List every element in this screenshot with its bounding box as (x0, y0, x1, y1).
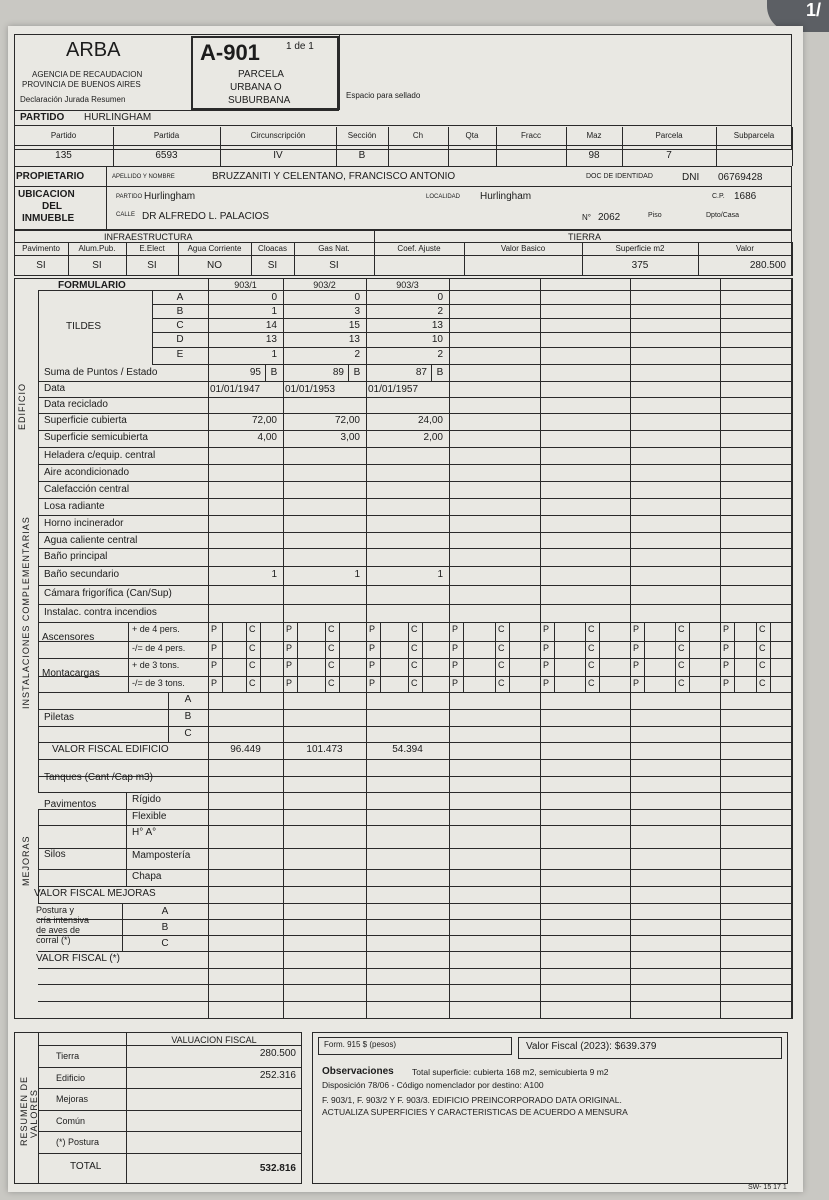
page-indicator-text: 1/ (805, 0, 821, 20)
pc-c-3-1: C (328, 678, 335, 688)
nomen-value-partida: 6593 (155, 150, 178, 161)
resumen-label-0: Tierra (56, 1051, 80, 1061)
pileta-letter-B: B (184, 711, 192, 722)
numero: 2062 (598, 212, 621, 223)
org-line-3: Declaración Jurada Resumen (20, 95, 126, 104)
inst-row-9: Instalac. contra incendios (44, 607, 157, 618)
postura-letter-B: B (161, 922, 169, 933)
nomen-value-sección: B (358, 150, 366, 161)
nomen-header-qta: Qta (465, 131, 479, 140)
inst-row-6: Baño principal (44, 551, 108, 562)
resumen-value-0: 280.500 (259, 1048, 296, 1059)
montacargas-label: Montacargas (42, 668, 100, 679)
pc-p-1-3: P (452, 643, 459, 653)
infra-value-3: NO (207, 260, 222, 271)
resumen-side-label-1: RESUMEN DE (19, 1075, 29, 1146)
valor-fiscal-edificio-label: VALOR FISCAL EDIFICIO (52, 744, 169, 755)
tilde-D-col1: 13 (348, 334, 360, 345)
mejoras-section-label: MEJORAS (21, 835, 31, 886)
tildes-label: TILDES (66, 321, 102, 332)
postura-line-3: de aves de (36, 925, 81, 935)
tilde-B-col0: 1 (271, 306, 277, 317)
seal-space: Espacio para sellado (346, 91, 421, 100)
pc-c-3-2: C (411, 678, 418, 688)
formulario-col-2: 903/3 (396, 280, 419, 290)
pc-c-3-4: C (588, 678, 595, 688)
form-code: A-901 (200, 40, 260, 65)
pc-p-1-2: P (369, 643, 376, 653)
pc-c-0-4: C (588, 624, 595, 634)
pc-c-2-2: C (411, 660, 418, 670)
valuacion-fiscal-header: VALUACION FISCAL (171, 1035, 257, 1045)
pc-c-2-6: C (759, 660, 766, 670)
silos-label: Silos (44, 849, 66, 860)
obs-title: Observaciones (322, 1066, 394, 1077)
pc-c-3-5: C (678, 678, 685, 688)
valor-fiscal-postura-label: VALOR FISCAL (*) (36, 953, 120, 964)
tierra-header-0: Coef. Ajuste (397, 244, 441, 253)
pc-p-1-5: P (633, 643, 640, 653)
pc-p-1-1: P (286, 643, 293, 653)
pc-c-2-1: C (328, 660, 335, 670)
resumen-label-4: (*) Postura (56, 1137, 100, 1147)
tilde-E-col0: 1 (271, 349, 277, 360)
postura-line-1: Postura y (36, 905, 75, 915)
tilde-letter-A: A (176, 292, 184, 303)
suma-est-col1: B (353, 367, 361, 378)
calle-label: CALLE (116, 212, 136, 218)
tierra-header-1: Valor Basico (500, 244, 546, 253)
pav-type-1: Flexible (132, 811, 167, 822)
nomen-header-sección: Sección (347, 131, 377, 140)
pc-p-0-5: P (633, 624, 640, 634)
tierra-header-2: Superficie m2 (615, 244, 665, 253)
tilde-E-col2: 2 (437, 349, 443, 360)
tilde-letter-B: B (176, 306, 184, 317)
inst-row-2: Calefacción central (44, 484, 130, 495)
tilde-A-col0: 0 (271, 292, 277, 303)
suma-est-col0: B (270, 367, 278, 378)
nomen-header-parcela: Parcela (655, 131, 683, 140)
pc-c-3-0: C (249, 678, 256, 688)
org-line-1: AGENCIA DE RECAUDACION (32, 70, 143, 79)
nomen-header-partida: Partida (153, 131, 180, 140)
vfe-col2: 54.394 (392, 744, 423, 755)
pc-c-3-6: C (759, 678, 766, 688)
pc-c-0-3: C (498, 624, 505, 634)
sheet-number: 1 de 1 (286, 41, 314, 52)
resumen-side-label-2: VALORES (29, 1089, 39, 1138)
piletas-label: Piletas (44, 712, 75, 723)
dpto-label: Dpto/Casa (706, 212, 740, 219)
resumen-label-3: Común (56, 1116, 86, 1126)
semicubierta-col1: 3,00 (340, 432, 360, 443)
asc-row-0: + de 4 pers. (132, 624, 180, 634)
semicubierta-label: Superficie semicubierta (44, 432, 148, 443)
nomen-header-maz: Maz (586, 131, 602, 140)
ub-partido: Hurlingham (144, 191, 196, 202)
pc-p-3-5: P (633, 678, 640, 688)
numero-label: N° (582, 213, 591, 222)
vfe-col0: 96.449 (230, 744, 261, 755)
vfe-col1: 101.473 (306, 744, 343, 755)
tierra-header-3: Valor (735, 244, 755, 253)
obs-line-1: Total superficie: cubierta 168 m2, semicubierta 9 m2 (412, 1067, 609, 1077)
calle: DR ALFREDO L. PALACIOS (142, 211, 270, 222)
nomen-value-parcela: 7 (666, 150, 672, 161)
infra-value-0: SI (36, 260, 46, 271)
tilde-D-col0: 13 (265, 334, 277, 345)
pc-p-1-4: P (543, 643, 550, 653)
infra-header-2: E.Elect (139, 244, 165, 253)
cubierta-col2: 24,00 (417, 415, 443, 426)
obs-line-3: F. 903/1, F. 903/2 Y F. 903/3. EDIFICIO PREINCORPORADO DATA ORIGINAL. (322, 1095, 622, 1105)
pc-p-2-6: P (723, 660, 730, 670)
infra-value-5: SI (329, 260, 339, 271)
pc-c-1-2: C (411, 643, 418, 653)
tilde-B-col1: 3 (354, 306, 360, 317)
nomen-header-circunscripción: Circunscripción (250, 131, 306, 140)
tilde-B-col2: 2 (437, 306, 443, 317)
cp: 1686 (734, 191, 757, 202)
doc-label: DOC DE IDENTIDAD (586, 173, 653, 180)
pc-p-2-4: P (543, 660, 550, 670)
pc-p-2-0: P (211, 660, 218, 670)
pc-c-1-4: C (588, 643, 595, 653)
bano-sec-col1: 1 (354, 569, 360, 580)
nomen-value-circunscripción: IV (273, 150, 283, 161)
tanques-label: Tanques (Cant /Cap m3) (44, 772, 153, 783)
pavimentos-label: Pavimentos (44, 799, 97, 810)
silo-type-1: Mampostería (132, 850, 191, 861)
partido-label: PARTIDO (20, 112, 65, 123)
owner-name: BRUZZANITI Y CELENTANO, FRANCISCO ANTONIO (212, 171, 456, 182)
pc-c-2-0: C (249, 660, 256, 670)
localidad-label: LOCALIDAD (426, 194, 461, 200)
name-label: APELLIDO Y NOMBRE (112, 174, 175, 180)
pc-p-2-1: P (286, 660, 293, 670)
doc-number: 06769428 (718, 172, 763, 183)
resumen-label-2: Mejoras (56, 1094, 89, 1104)
data-col0: 01/01/1947 (210, 384, 261, 395)
valor-fiscal-mejoras-label: VALOR FISCAL MEJORAS (34, 888, 156, 899)
ubicacion-label-3: INMUEBLE (22, 213, 75, 224)
postura-line-2: cría intensiva (36, 915, 90, 925)
pc-c-0-1: C (328, 624, 335, 634)
suma-pts-col0: 95 (249, 367, 261, 378)
parcel-line-1: PARCELA (238, 69, 284, 80)
inst-row-5: Agua caliente central (44, 535, 138, 546)
instalaciones-section-label: INSTALACIONES COMPLEMENTARIAS (21, 516, 31, 709)
data-col2: 01/01/1957 (368, 384, 419, 395)
data-label: Data (44, 383, 66, 394)
postura-letter-C: C (161, 938, 169, 949)
inst-row-0: Heladera c/equip. central (44, 450, 156, 461)
propietario-label: PROPIETARIO (16, 171, 85, 182)
postura-line-4: corral (*) (36, 935, 71, 945)
bano-sec-col2: 1 (437, 569, 443, 580)
nomen-value-partido: 135 (55, 150, 72, 161)
data-col1: 01/01/1953 (285, 384, 336, 395)
infra-value-4: SI (267, 260, 278, 271)
tilde-C-col0: 14 (265, 320, 277, 331)
nomen-value-maz: 98 (588, 150, 600, 161)
pc-c-0-6: C (759, 624, 766, 634)
parcel-line-3: SUBURBANA (228, 95, 291, 106)
pileta-letter-A: A (184, 694, 192, 705)
pc-p-1-6: P (723, 643, 730, 653)
asc-row-1: -/= de 4 pers. (132, 643, 186, 653)
pc-c-1-6: C (759, 643, 766, 653)
cubierta-col0: 72,00 (251, 415, 277, 426)
inst-row-7: Baño secundario (44, 569, 120, 580)
suma-label: Suma de Puntos / Estado (44, 367, 158, 378)
partido-value: HURLINGHAM (84, 112, 152, 123)
arba-logo: ARBA (66, 39, 121, 61)
suma-est-col2: B (436, 367, 444, 378)
infra-title: INFRAESTRUCTURA (104, 232, 193, 242)
pc-p-3-1: P (286, 678, 293, 688)
tilde-D-col2: 10 (431, 334, 443, 345)
mont-row-0: + de 3 tons. (132, 660, 180, 670)
cubierta-col1: 72,00 (334, 415, 360, 426)
pc-p-0-0: P (211, 624, 218, 634)
ub-partido-label: PARTIDO (116, 194, 143, 200)
silo-type-0: H° A° (132, 827, 157, 838)
bano-sec-col0: 1 (271, 569, 277, 580)
tilde-letter-C: C (176, 320, 184, 331)
formulario-col-1: 903/2 (313, 280, 336, 290)
ascensores-label: Ascensores (42, 632, 95, 643)
pav-type-0: Rígido (132, 794, 161, 805)
pc-p-3-0: P (211, 678, 218, 688)
pc-p-2-3: P (452, 660, 459, 670)
pc-c-0-0: C (249, 624, 256, 634)
tilde-letter-D: D (176, 334, 184, 345)
pc-p-0-2: P (369, 624, 376, 634)
formulario-col-0: 903/1 (234, 280, 257, 290)
pc-p-3-2: P (369, 678, 376, 688)
pc-p-1-0: P (211, 643, 218, 653)
pc-p-3-4: P (543, 678, 550, 688)
ubicacion-label-2: DEL (42, 201, 62, 212)
pc-c-1-1: C (328, 643, 335, 653)
infra-header-0: Pavimento (22, 244, 60, 253)
form-a901 (8, 26, 803, 1192)
tilde-C-col2: 13 (431, 320, 443, 331)
pc-c-2-3: C (498, 660, 505, 670)
tierra-title: TIERRA (568, 232, 602, 242)
obs-line-4: ACTUALIZA SUPERFICIES Y CARACTERISTICAS DE ACUERDO A MENSURA (322, 1107, 628, 1117)
form-code-footer: SW- 15 17 1 (748, 1184, 787, 1191)
infra-header-1: Alum.Pub. (78, 244, 116, 253)
nomen-header-ch: Ch (412, 131, 424, 140)
pc-c-3-3: C (498, 678, 505, 688)
piso-label: Piso (648, 212, 662, 219)
tierra-valor: 280.500 (749, 260, 786, 271)
inst-row-8: Cámara frigorífica (Can/Sup) (44, 588, 172, 599)
ubicacion-label: UBICACION (18, 189, 75, 200)
pc-c-2-4: C (588, 660, 595, 670)
cp-label: C.P. (712, 193, 725, 200)
infra-value-2: SI (147, 260, 157, 271)
infra-header-3: Agua Corriente (187, 244, 242, 253)
semicubierta-col0: 4,00 (257, 432, 277, 443)
tilde-A-col2: 0 (437, 292, 443, 303)
nomen-header-fracc: Fracc (521, 131, 541, 140)
resumen-label-1: Edificio (56, 1073, 86, 1083)
pc-p-0-1: P (286, 624, 293, 634)
formulario-label: FORMULARIO (58, 280, 126, 291)
infra-header-5: Gas Nat. (318, 244, 350, 253)
pc-p-0-4: P (543, 624, 550, 634)
tilde-C-col1: 15 (348, 320, 360, 331)
pc-p-0-6: P (723, 624, 730, 634)
postura-letter-A: A (161, 906, 169, 917)
pc-p-2-5: P (633, 660, 640, 670)
form-915: Form. 915 $ (pesos) (324, 1040, 397, 1049)
infra-value-1: SI (92, 260, 102, 271)
suma-pts-col2: 87 (415, 367, 427, 378)
pc-c-1-0: C (249, 643, 256, 653)
inst-row-3: Losa radiante (44, 501, 105, 512)
valor-fiscal-2023: Valor Fiscal (2023): $639.379 (526, 1041, 657, 1052)
silo-type-2: Chapa (132, 871, 162, 882)
resumen-value-1: 252.316 (259, 1070, 296, 1081)
reciclado-label: Data reciclado (44, 399, 108, 410)
localidad: Hurlingham (480, 191, 532, 202)
pc-p-3-3: P (452, 678, 459, 688)
cubierta-label: Superficie cubierta (44, 415, 127, 426)
pc-c-1-5: C (678, 643, 685, 653)
inst-row-4: Horno incinerador (44, 518, 124, 529)
mont-row-1: -/= de 3 tons. (132, 678, 185, 688)
tilde-E-col1: 2 (354, 349, 360, 360)
infra-header-4: Cloacas (258, 244, 287, 253)
total-label: TOTAL (70, 1161, 102, 1172)
pc-c-0-5: C (678, 624, 685, 634)
semicubierta-col2: 2,00 (423, 432, 443, 443)
edificio-section-label: EDIFICIO (17, 382, 27, 430)
pc-c-0-2: C (411, 624, 418, 634)
nomen-header-subparcela: Subparcela (733, 131, 775, 140)
pc-p-3-6: P (723, 678, 730, 688)
tilde-A-col1: 0 (354, 292, 360, 303)
nomen-header-partido: Partido (50, 131, 77, 140)
tilde-letter-E: E (176, 349, 184, 360)
tierra-superficie: 375 (631, 260, 649, 271)
parcel-line-2: URBANA O (230, 82, 282, 93)
doc-type: DNI (682, 172, 700, 183)
suma-pts-col1: 89 (332, 367, 344, 378)
org-line-2: PROVINCIA DE BUENOS AIRES (22, 80, 141, 89)
inst-row-1: Aire acondicionado (44, 467, 130, 478)
pc-p-2-2: P (369, 660, 376, 670)
pc-p-0-3: P (452, 624, 459, 634)
pileta-letter-C: C (184, 728, 192, 739)
pc-c-1-3: C (498, 643, 505, 653)
total-value: 532.816 (259, 1163, 296, 1174)
pc-c-2-5: C (678, 660, 685, 670)
obs-line-2: Disposición 78/06 - Código nomenclador por destino: A100 (322, 1080, 544, 1090)
